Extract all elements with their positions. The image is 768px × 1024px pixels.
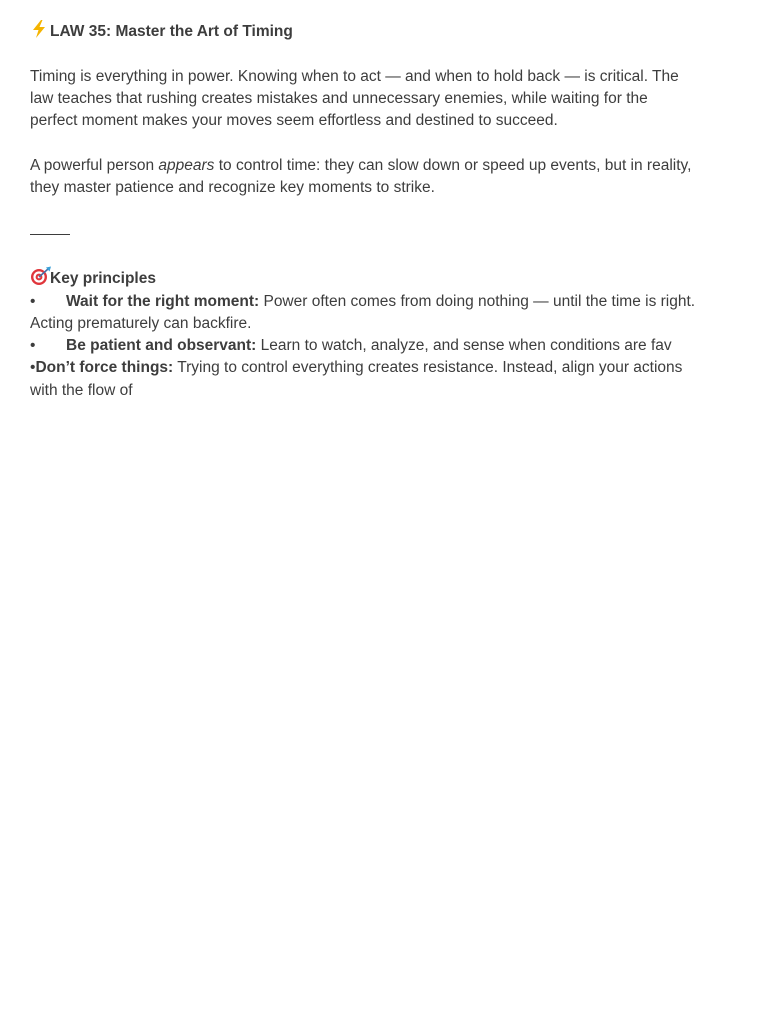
note-body — [30, 19, 742, 402]
bullet: • — [30, 337, 36, 355]
intro-line-2: law teaches that rushing creates mistakes and unnecessary enemies, while waiting for the — [30, 89, 648, 107]
paragraph-2-emphasis: appears — [158, 156, 215, 174]
principle-text: Power often comes from doing nothing — until the time is right. — [259, 292, 696, 310]
principle-continuation: with the flow of — [30, 381, 133, 399]
principle-item — [30, 291, 742, 313]
blank-line — [30, 199, 742, 221]
lightning-bolt-icon — [30, 19, 50, 39]
paragraph-2-line-1 — [30, 155, 742, 177]
divider-rule — [30, 234, 70, 235]
paragraph-2-line-2: they master patience and recognize key moments to strike. — [30, 179, 435, 197]
bullet: • — [30, 359, 36, 377]
bullet: • — [30, 292, 36, 310]
principle-text: Learn to watch, analyze, and sense when conditions are fav — [256, 337, 672, 355]
principle-continuation: Acting prematurely can backfire. — [30, 314, 252, 332]
principle-label: Be patient and observant: — [66, 337, 257, 355]
principle-label: Wait for the right moment: — [66, 292, 260, 310]
divider — [30, 222, 742, 244]
blank-line — [30, 244, 742, 266]
note-title — [30, 19, 742, 43]
paragraph-2-prefix: A powerful person — [30, 156, 159, 174]
blank-line — [30, 43, 742, 65]
principles-heading-text: Key principles — [50, 270, 156, 288]
intro-line-3: perfect moment makes your moves seem effortless and destined to succeed. — [30, 112, 558, 130]
note-title-text: LAW 35: Master the Art of Timing — [50, 23, 293, 40]
blank-line — [30, 132, 742, 154]
intro-line-1: Timing is everything in power. Knowing when to act — and when to hold back — is critical. The — [30, 67, 679, 85]
paragraph-2-suffix: to control time: they can slow down or speed up events, but in reality, — [214, 156, 692, 174]
target-dart-icon — [30, 266, 50, 286]
principle-text: Trying to control everything creates resistance. Instead, align your actions — [173, 359, 683, 377]
principle-item — [30, 357, 742, 379]
principle-label: Don’t force things: — [35, 359, 174, 377]
principle-item — [30, 335, 742, 357]
principles-heading — [30, 266, 742, 290]
